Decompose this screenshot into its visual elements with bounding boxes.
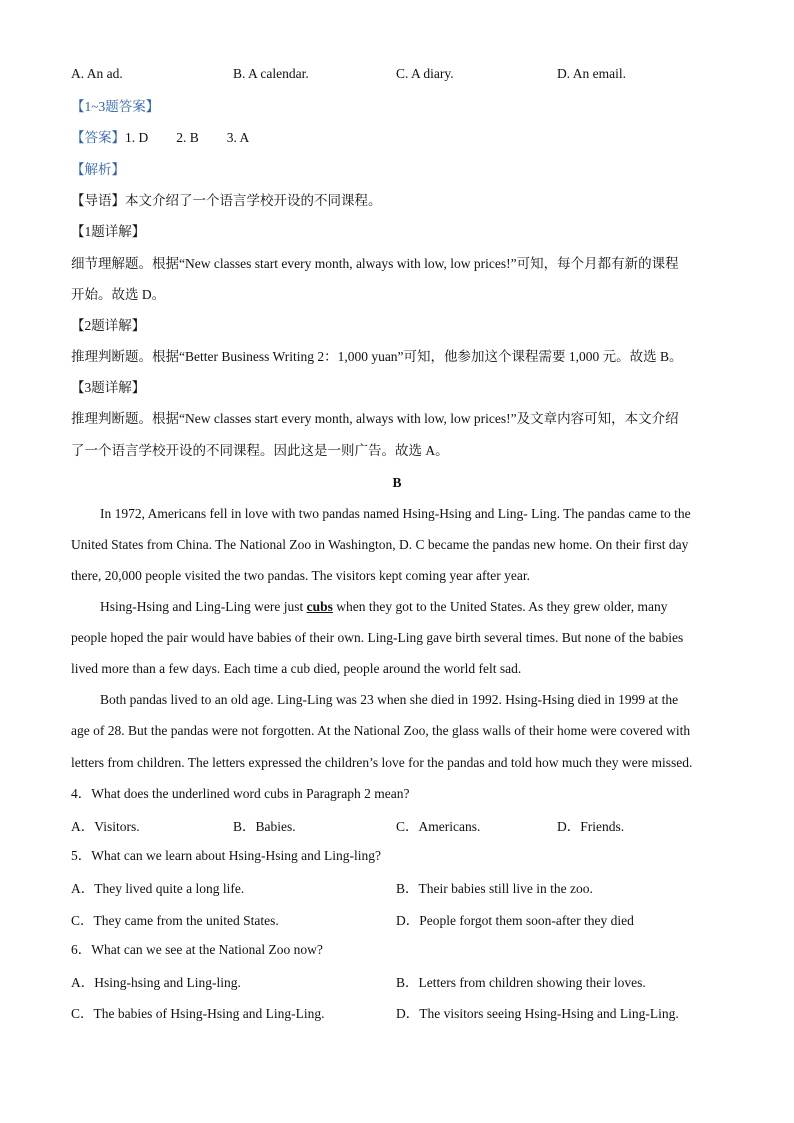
section-heading: B bbox=[392, 475, 402, 490]
detail-3-line-2: 了一个语言学校开设的不同课程。因此这是一则广告。故选 A。 bbox=[71, 443, 449, 458]
underlined-word-cubs: cubs bbox=[306, 599, 333, 614]
q0-option-a: A. An ad. bbox=[71, 66, 123, 81]
passage-p1-line-2: United States from China. The National Zoo in Washington, D. C became the pandas new home. On their first day bbox=[71, 537, 689, 552]
passage-p3-line-2: age of 28. But the pandas were not forgotten. At the National Zoo, the glass walls of their home were covered with bbox=[71, 723, 691, 738]
q5-option-a: A．They lived quite a long life. bbox=[71, 881, 245, 896]
q6-option-b: B．Letters from children showing their loves. bbox=[396, 975, 646, 990]
detail-2-heading: 【2题详解】 bbox=[71, 318, 146, 333]
detail-1-line-1: 细节理解题。根据“New classes start every month, always with low, low prices!”可知，每个月都有新的课程 bbox=[71, 256, 679, 271]
detail-3-heading: 【3题详解】 bbox=[71, 380, 146, 395]
q6-option-d: D．The visitors seeing Hsing-Hsing and Ling-Ling. bbox=[396, 1006, 679, 1021]
answer-header: 【1~3题答案】 bbox=[71, 99, 160, 114]
detail-1-line-2: 开始。故选 D。 bbox=[71, 287, 166, 302]
detail-1-heading: 【1题详解】 bbox=[71, 224, 146, 239]
question-5: 5．What can we learn about Hsing-Hsing and Ling-ling? bbox=[71, 848, 382, 863]
passage-p1-line-3: there, 20,000 people visited the two pandas. The visitors kept coming year after year. bbox=[71, 568, 530, 583]
p2-text-post: when they got to the United States. As they grew older, many bbox=[332, 599, 668, 614]
detail-2-line-1: 推理判断题。根据“Better Business Writing 2：1,000 yuan”可知，他参加这个课程需要 1,000 元。故选 B。 bbox=[71, 349, 683, 364]
q4-option-c: C．Americans. bbox=[396, 819, 481, 834]
passage-p1-line-1: In 1972, Americans fell in love with two pandas named Hsing-Hsing and Ling- Ling. The pandas came to the bbox=[100, 506, 691, 521]
q6-option-c: C．The babies of Hsing-Hsing and Ling-Ling. bbox=[71, 1006, 325, 1021]
guide-text: 【导语】本文介绍了一个语言学校开设的不同课程。 bbox=[71, 193, 382, 208]
question-4: 4．What does the underlined word cubs in Paragraph 2 mean? bbox=[71, 786, 410, 801]
answer-2: 2. B bbox=[176, 130, 199, 145]
q4-option-d: D．Friends. bbox=[557, 819, 625, 834]
passage-p3-line-3: letters from children. The letters expressed the children’s love for the pandas and told how much they were missed. bbox=[71, 755, 693, 770]
answer-3: 3. A bbox=[226, 130, 250, 145]
answer-label: 【答案】 bbox=[71, 130, 125, 145]
q0-option-c: C. A diary. bbox=[396, 66, 454, 81]
passage-p3-line-1: Both pandas lived to an old age. Ling-Ling was 23 when she died in 1992. Hsing-Hsing died in 1999 at the bbox=[100, 692, 679, 707]
q0-option-b: B. A calendar. bbox=[233, 66, 309, 81]
q6-option-a: A．Hsing-hsing and Ling-ling. bbox=[71, 975, 241, 990]
q4-option-a: A．Visitors. bbox=[71, 819, 140, 834]
q5-option-d: D．People forgot them soon-after they died bbox=[396, 913, 634, 928]
passage-p2-line-3: lived more than a few days. Each time a cub died, people around the world felt sad. bbox=[71, 661, 522, 676]
p2-text-pre: Hsing-Hsing and Ling-Ling were just bbox=[100, 599, 307, 614]
question-6: 6．What can we see at the National Zoo now? bbox=[71, 942, 323, 957]
detail-3-line-1: 推理判断题。根据“New classes start every month, always with low, low prices!”及文章内容可知，本文介绍 bbox=[71, 411, 679, 426]
q5-option-c: C．They came from the united States. bbox=[71, 913, 279, 928]
q0-option-d: D. An email. bbox=[557, 66, 626, 81]
answer-1: 1. D bbox=[125, 130, 149, 145]
answer-line bbox=[71, 128, 724, 148]
q5-option-b: B．Their babies still live in the zoo. bbox=[396, 881, 593, 896]
passage-p2-line-1 bbox=[71, 597, 724, 617]
q4-option-b: B．Babies. bbox=[233, 819, 296, 834]
analysis-label: 【解析】 bbox=[71, 162, 125, 177]
passage-p2-line-2: people hoped the pair would have babies of their own. Ling-Ling gave birth several times. But none of the babies bbox=[71, 630, 684, 645]
